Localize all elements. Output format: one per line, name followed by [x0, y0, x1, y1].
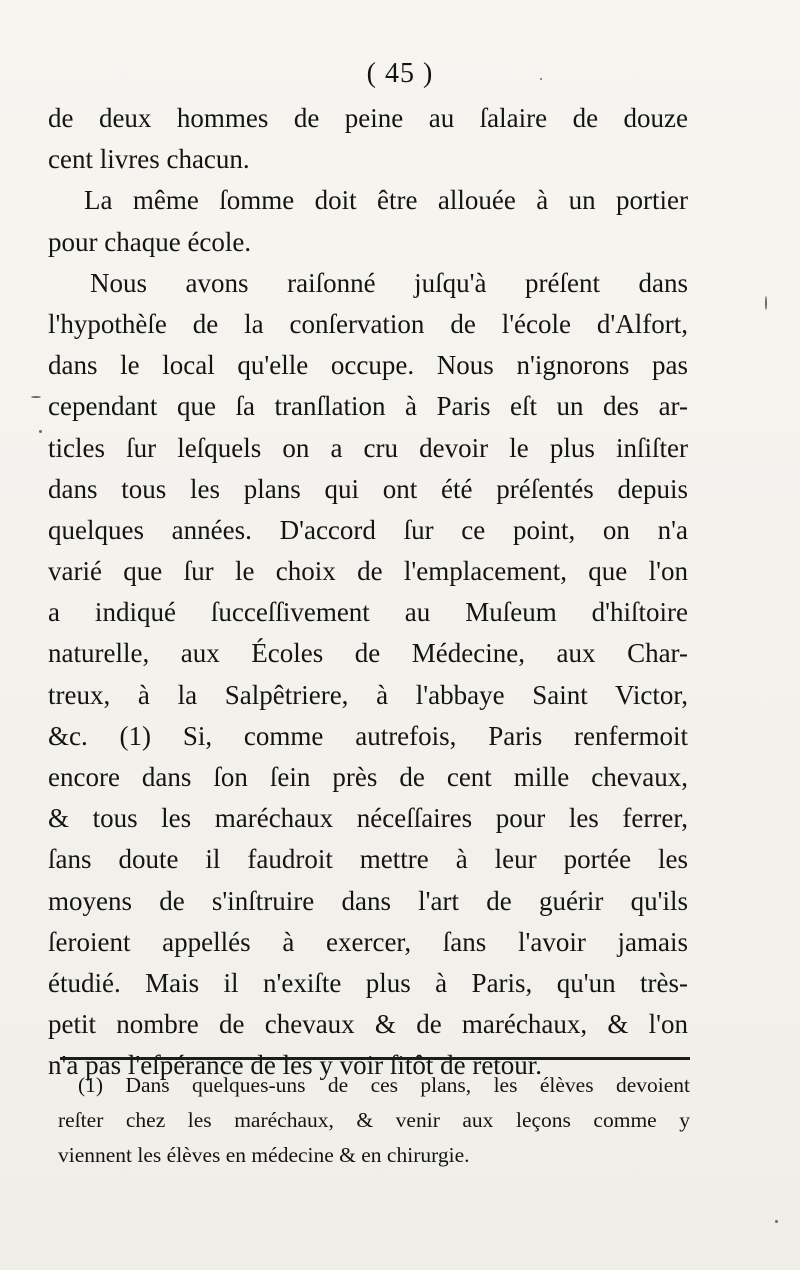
text-line: naturelle, aux Écoles de Médecine, aux Char-: [48, 638, 688, 669]
text-line: n'a pas l'eſpérance de les y voir ſitôt de retour.: [48, 1050, 543, 1081]
text-line: cent livres chacun.: [48, 144, 250, 175]
body-text: [48, 98, 688, 1087]
text-line: encore dans ſon ſein près de cent mille chevaux,: [48, 762, 688, 792]
text-line: pour chaque école.: [48, 226, 252, 257]
footnote-line: reſter chez les maréchaux, & venir aux leçons comme y: [58, 1108, 690, 1132]
text-line: treux, à la Salpêtriere, à l'abbaye Saint Victor,: [48, 679, 688, 710]
text-line: Nous avons raiſonné juſqu'à préſent dans: [90, 267, 688, 298]
text-line: dans tous les plans qui ont été préſentés depuis: [48, 473, 688, 504]
text-line: l'hypothèſe de la conſervation de l'école d'Alfort,: [48, 308, 688, 339]
text-line: ticles ſur leſquels on a cru devoir le plus inſiſter: [48, 432, 688, 463]
footnote-rule: [60, 1057, 690, 1060]
text-line: & tous les maréchaux néceſſaires pour les ferrer,: [48, 803, 688, 834]
text-line: ſeroient appellés à exercer, ſans l'avoir jamais: [48, 926, 688, 957]
text-line: petit nombre de chevaux & de maréchaux, & l'on: [48, 1009, 688, 1040]
text-line: étudié. Mais il n'exiſte plus à Paris, qu'un très-: [48, 967, 688, 998]
footnote-block: [58, 1068, 690, 1173]
text-line: &c. (1) Si, comme autrefois, Paris renfermoit: [48, 720, 688, 751]
text-line: de deux hommes de peine au ſalaire de douze: [48, 103, 688, 133]
footnote-line: viennent les élèves en médecine & en chirurgie.: [58, 1143, 470, 1167]
ink-speck: [540, 78, 542, 80]
footnote-line: (1) Dans quelques-uns de ces plans, les élèves devoient: [78, 1073, 690, 1097]
text-line: ſans doute il faudroit mettre à leur portée les: [48, 844, 688, 875]
text-line: varié que ſur le choix de l'emplacement, que l'on: [48, 556, 688, 587]
text-line: quelques années. D'accord ſur ce point, on n'a: [48, 514, 688, 545]
ink-speck: [775, 1220, 778, 1223]
text-line: La même ſomme doit être allouée à un portier: [84, 185, 688, 216]
text-line: dans le local qu'elle occupe. Nous n'ignorons pas: [48, 350, 688, 381]
text-line: cependant que ſa tranſlation à Paris eſt un des ar-: [48, 391, 688, 422]
text-line: a indiqué ſucceſſivement au Muſeum d'hiſtoire: [48, 597, 688, 628]
ink-speck: [765, 296, 767, 310]
page-number: ( 45 ): [366, 58, 434, 89]
ink-speck: [31, 396, 41, 398]
text-line: moyens de s'inſtruire dans l'art de guérir qu'ils: [48, 885, 688, 916]
ink-speck: [39, 430, 42, 433]
